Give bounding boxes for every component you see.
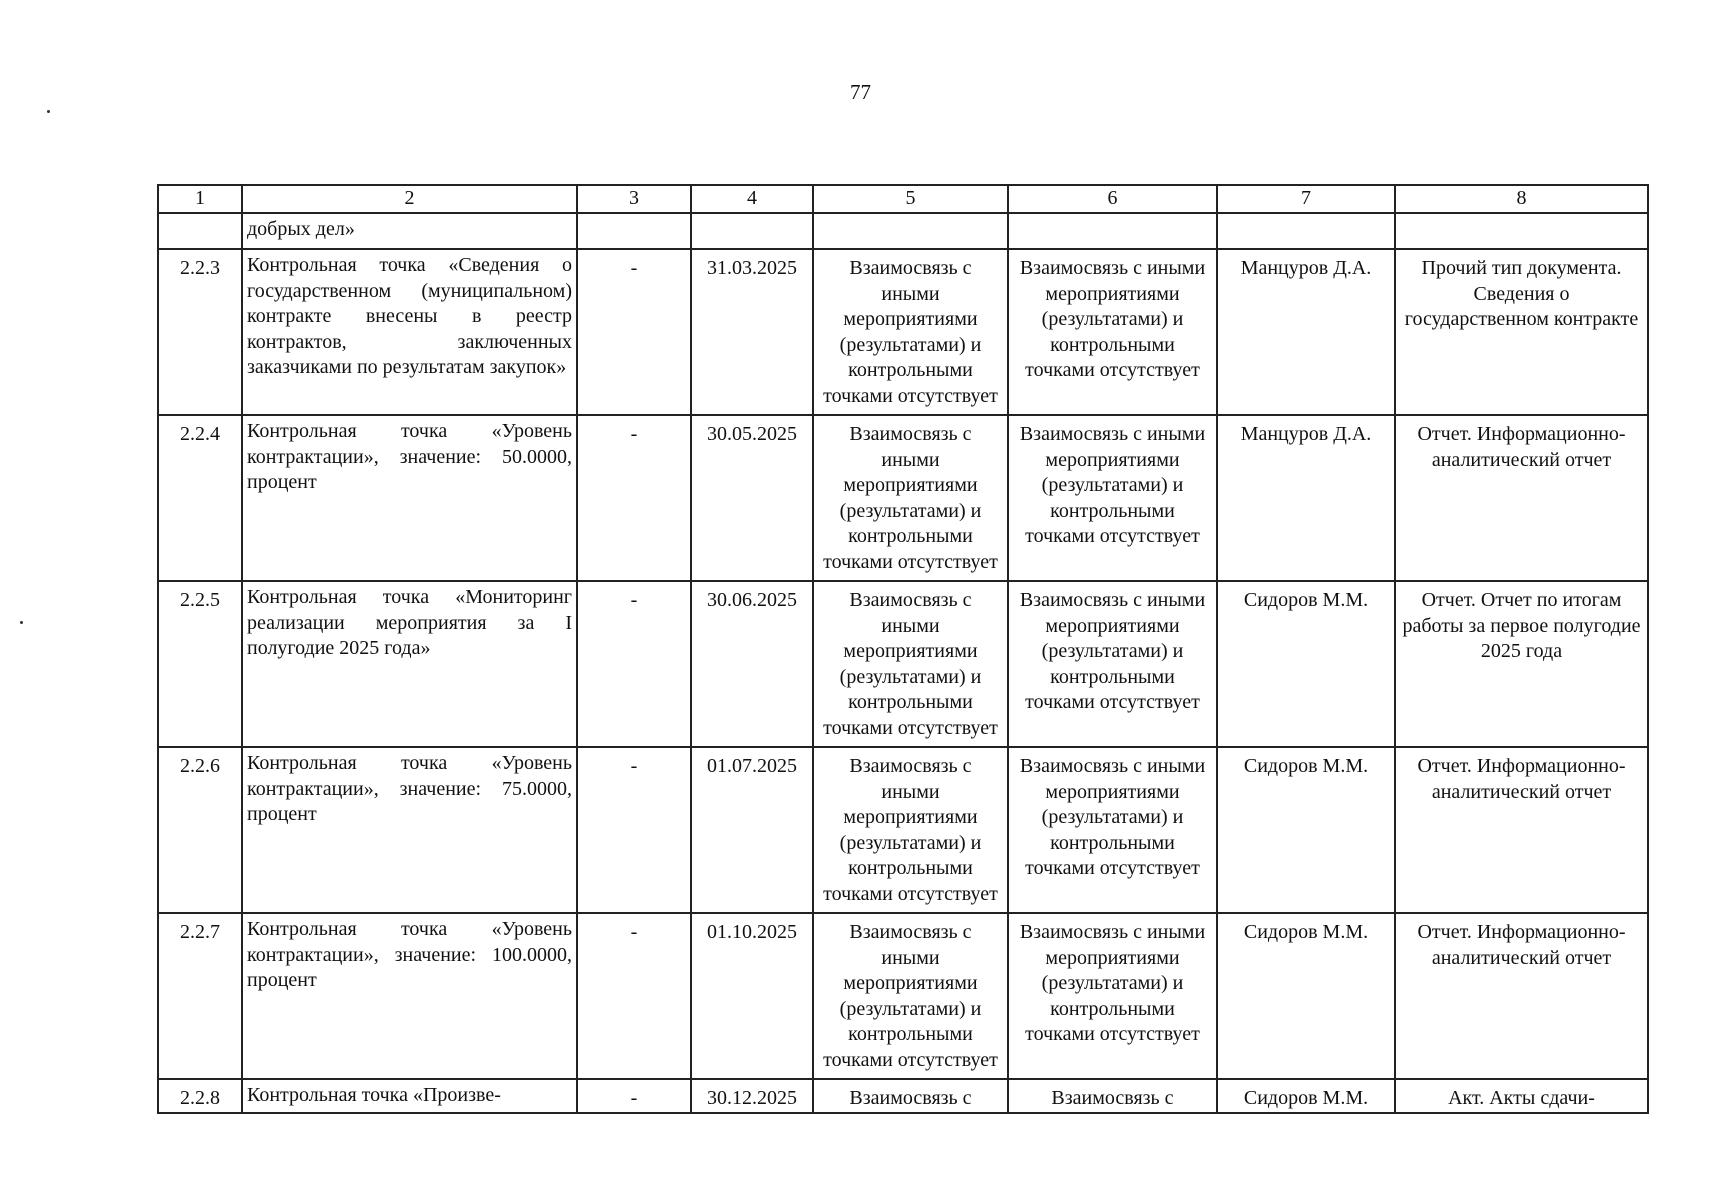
column-number: 8: [1395, 185, 1648, 213]
row-responsible: Сидоров М.М.: [1217, 913, 1395, 1079]
column-number: 6: [1008, 185, 1217, 213]
row-date: 01.07.2025: [691, 747, 813, 913]
table-row: [158, 1079, 1648, 1113]
row-description: Контрольная точка «Произве-: [242, 1079, 577, 1113]
column-number: 4: [691, 185, 813, 213]
row-description: Контрольная точка «Уровень контрактации», значение: 50.0000, процент: [242, 415, 577, 581]
row-responsible: Сидоров М.М.: [1217, 1079, 1395, 1113]
table-row: [158, 249, 1648, 415]
row-link-prev: Взаимосвязь с иными мероприятиями (результатами) и контрольными точками отсутствует: [813, 747, 1008, 913]
row-col3: -: [577, 1079, 691, 1113]
row-link-prev: Взаимосвязь с иными мероприятиями (результатами) и контрольными точками отсутствует: [813, 415, 1008, 581]
row-col3: -: [577, 747, 691, 913]
row-link-next: Взаимосвязь с иными мероприятиями (результатами) и контрольными точками отсутствует: [1008, 415, 1217, 581]
row-number: 2.2.5: [158, 581, 242, 747]
row-col3: -: [577, 581, 691, 747]
row-link-next: Взаимосвязь с иными мероприятиями (результатами) и контрольными точками отсутствует: [1008, 249, 1217, 415]
row-description: Контрольная точка «Уровень контрактации», значение: 75.0000, процент: [242, 747, 577, 913]
row-link-prev: Взаимосвязь с иными мероприятиями (результатами) и контрольными точками отсутствует: [813, 913, 1008, 1079]
row-description: Контрольная точка «Уровень контрактации», значение: 100.0000, процент: [242, 913, 577, 1079]
row-number: 2.2.4: [158, 415, 242, 581]
table-row: [158, 415, 1648, 581]
row-number: 2.2.6: [158, 747, 242, 913]
row-number: 2.2.8: [158, 1079, 242, 1113]
column-number: 1: [158, 185, 242, 213]
table-row: [158, 747, 1648, 913]
row-date: 31.03.2025: [691, 249, 813, 415]
row-responsible: Сидоров М.М.: [1217, 581, 1395, 747]
row-date: 30.05.2025: [691, 415, 813, 581]
row-document: Отчет. Информационно-аналитический отчет: [1395, 747, 1648, 913]
column-number: 7: [1217, 185, 1395, 213]
row-link-prev: Взаимосвязь с иными мероприятиями (результатами) и контрольными точками отсутствует: [813, 249, 1008, 415]
column-number: 5: [813, 185, 1008, 213]
scan-speck: [47, 110, 50, 113]
continuation-row: [158, 213, 1648, 249]
row-responsible: Манцуров Д.А.: [1217, 249, 1395, 415]
scan-speck: [20, 621, 23, 624]
row-responsible: Сидоров М.М.: [1217, 747, 1395, 913]
row-responsible: Манцуров Д.А.: [1217, 415, 1395, 581]
row-date: 30.06.2025: [691, 581, 813, 747]
row-col3: -: [577, 913, 691, 1079]
row-document: Прочий тип документа. Сведения о государственном контракте: [1395, 249, 1648, 415]
row-link-prev: Взаимосвязь с иными мероприятиями (результатами) и контрольными точками отсутствует: [813, 581, 1008, 747]
row-link-next: Взаимосвязь с иными мероприятиями (результатами) и контрольными точками отсутствует: [1008, 913, 1217, 1079]
row-document: Акт. Акты сдачи-: [1395, 1079, 1648, 1113]
row-col3: -: [577, 415, 691, 581]
column-number: 2: [242, 185, 577, 213]
row-date: 30.12.2025: [691, 1079, 813, 1113]
row-link-prev: Взаимосвязь с: [813, 1079, 1008, 1113]
control-points-table: [157, 184, 1649, 1114]
page-number: 77: [850, 80, 871, 104]
row-date: 01.10.2025: [691, 913, 813, 1079]
table-row: [158, 581, 1648, 747]
row-col3: -: [577, 249, 691, 415]
row-link-next: Взаимосвязь с иными мероприятиями (результатами) и контрольными точками отсутствует: [1008, 581, 1217, 747]
column-number: 3: [577, 185, 691, 213]
table-row: [158, 913, 1648, 1079]
row-description: Контрольная точка «Мониторинг реализации мероприятия за I полугодие 2025 года»: [242, 581, 577, 747]
row-link-next: Взаимосвязь с иными мероприятиями (результатами) и контрольными точками отсутствует: [1008, 747, 1217, 913]
continuation-description: добрых дел»: [242, 213, 577, 249]
row-number: 2.2.7: [158, 913, 242, 1079]
row-description: Контрольная точка «Сведения о государственном (муниципальном) контракте внесены в реестр контрактов, заключенных заказчиками по результатам закупок»: [242, 249, 577, 415]
row-number: 2.2.3: [158, 249, 242, 415]
row-link-next: Взаимосвязь с: [1008, 1079, 1217, 1113]
row-document: Отчет. Информационно-аналитический отчет: [1395, 415, 1648, 581]
row-document: Отчет. Информационно-аналитический отчет: [1395, 913, 1648, 1079]
row-document: Отчет. Отчет по итогам работы за первое полугодие 2025 года: [1395, 581, 1648, 747]
column-number-row: [158, 185, 1648, 213]
